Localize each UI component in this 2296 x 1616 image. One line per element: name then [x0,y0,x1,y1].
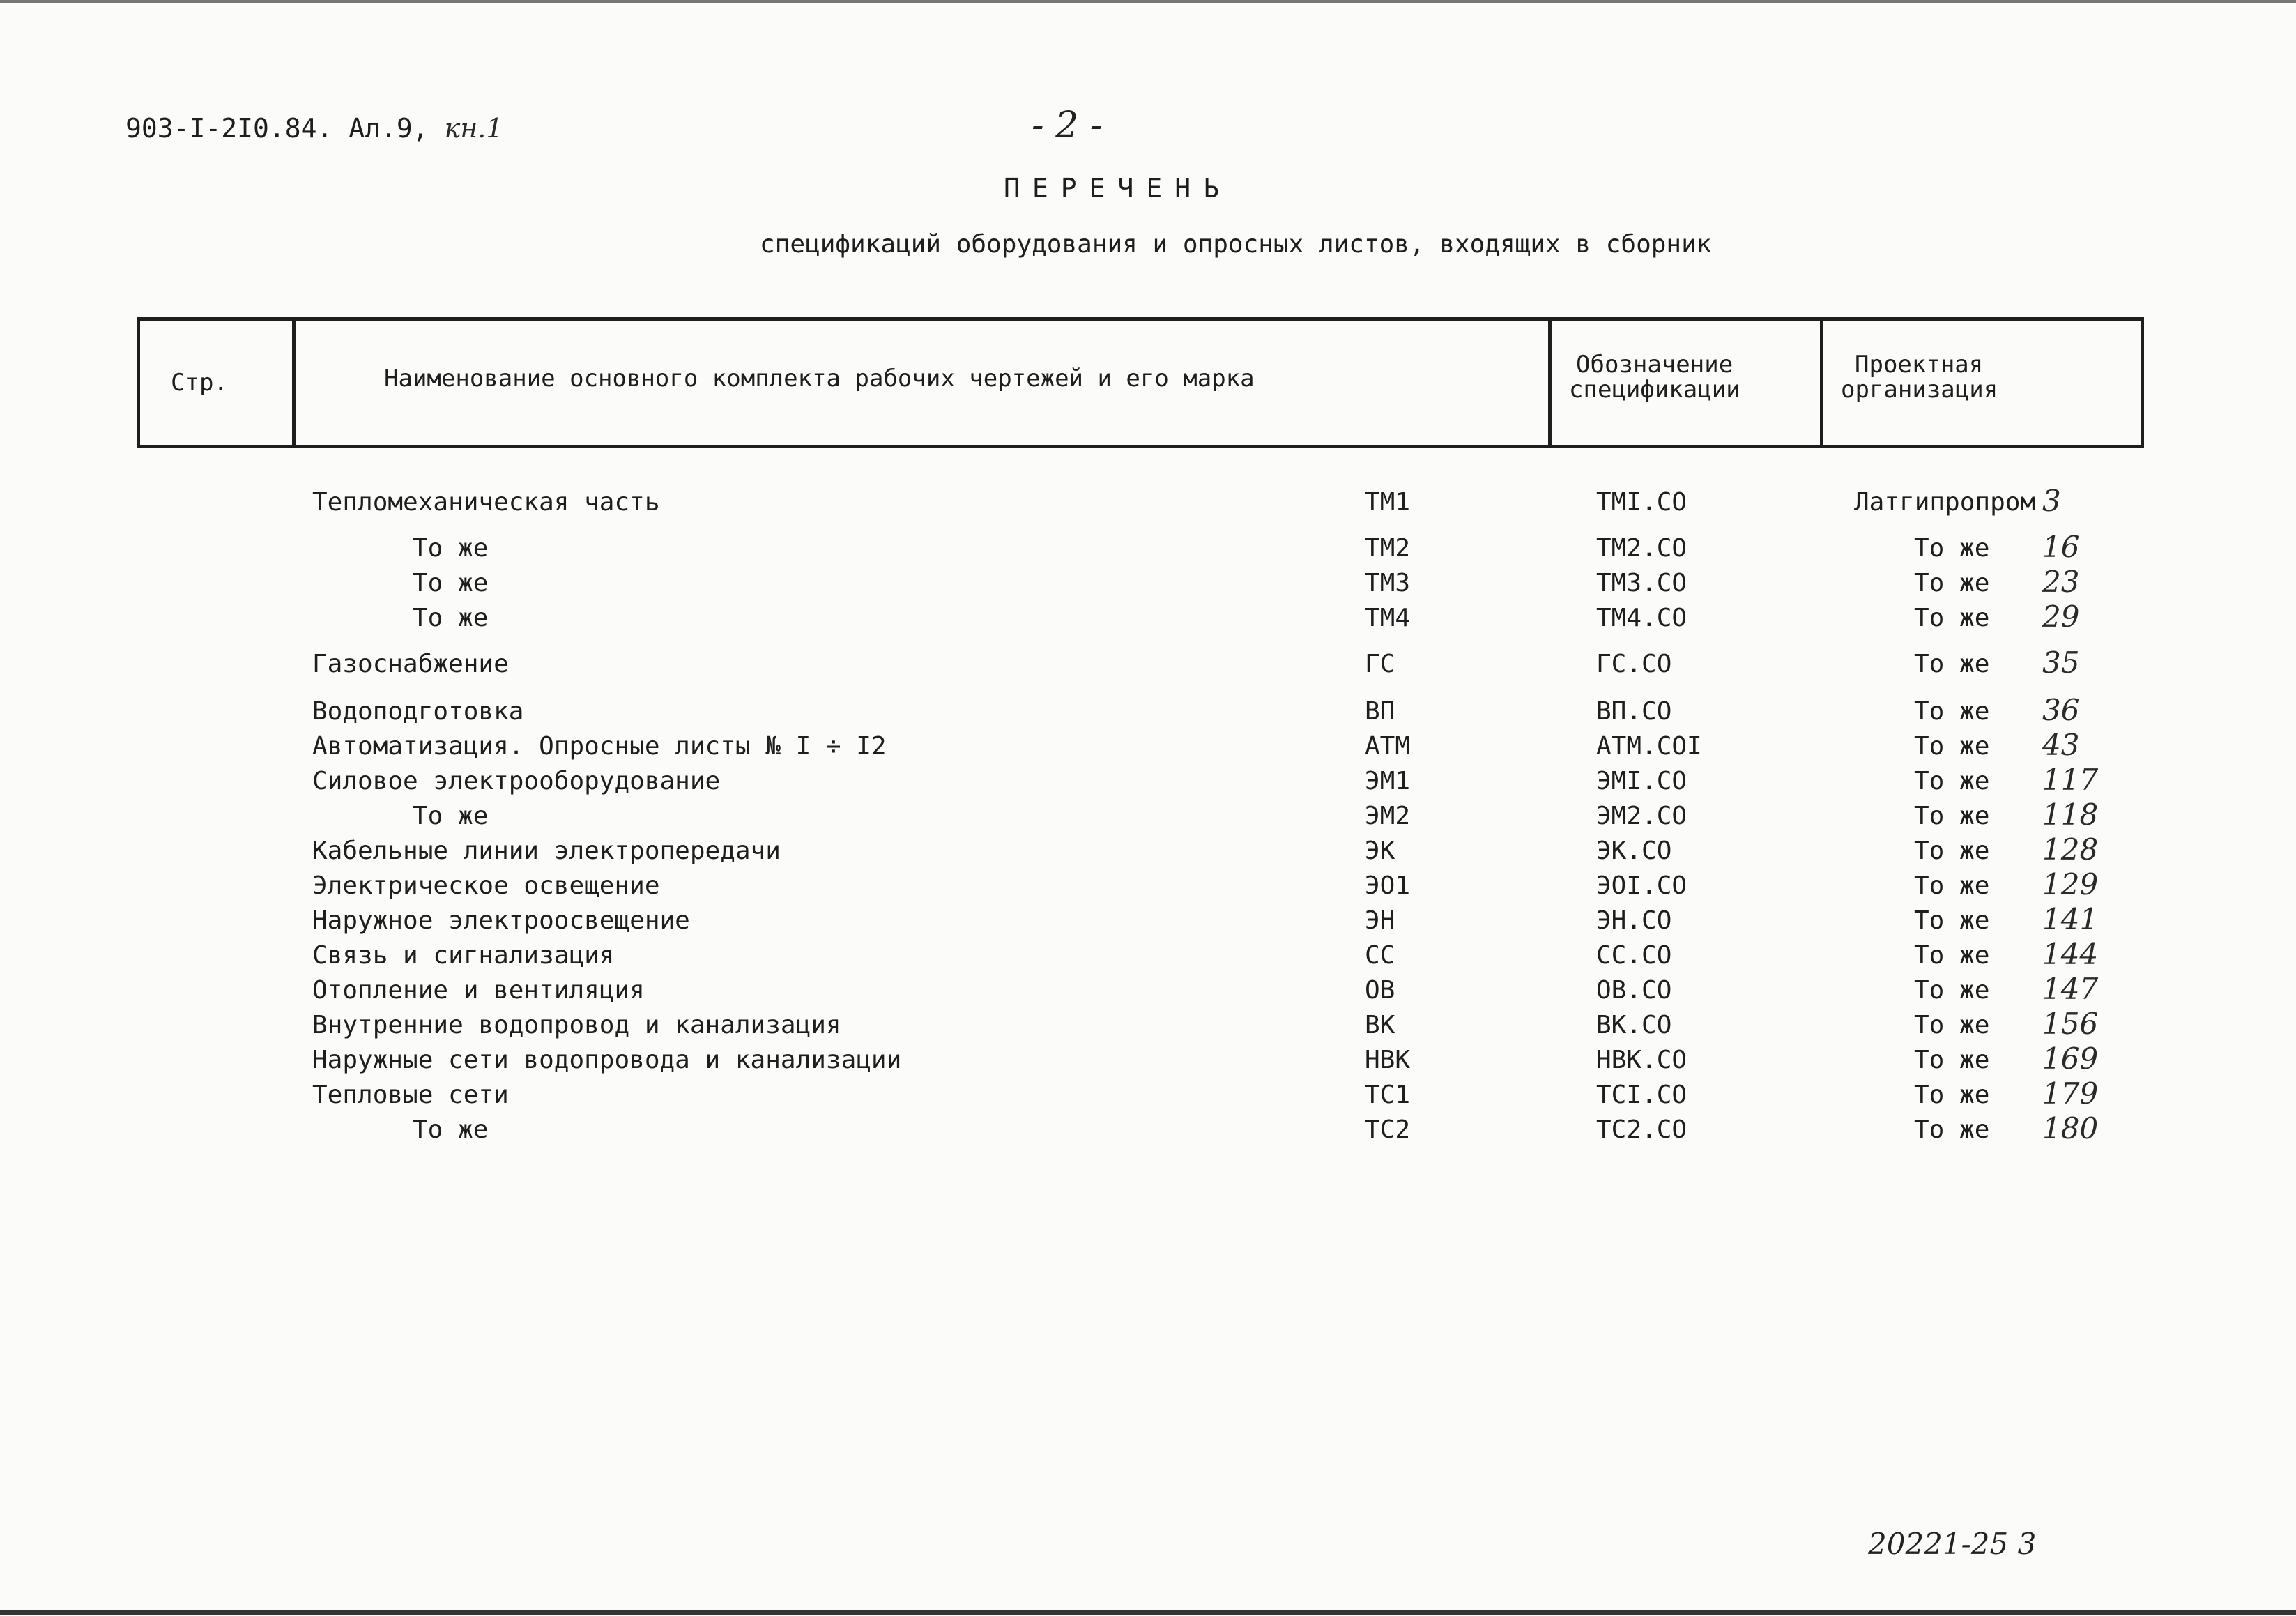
row-spec: ТС2.СО [1596,1115,1687,1144]
header-col-name: Наименование основного комплекта рабочих чертежей и его марка [384,365,1255,392]
row-name: Электрическое освещение [312,871,660,900]
row-name: То же [413,604,489,632]
row-org: То же [1914,871,1990,900]
row-org: То же [1914,604,1990,632]
row-org: То же [1914,732,1990,761]
row-page-ref: 23 [2042,565,2080,599]
row-mark: ВП [1365,697,1395,726]
row-mark: ЭО1 [1365,871,1411,900]
row-org: То же [1914,976,1990,1005]
row-page-ref: 35 [2042,646,2080,680]
row-mark: ВК [1365,1011,1395,1039]
row-org: То же [1914,1046,1990,1074]
row-name: Связь и сигнализация [312,941,615,970]
row-name: Силовое электрооборудование [312,767,721,795]
row-name: То же [413,802,489,830]
row-mark: ЭН [1365,906,1395,935]
row-name: То же [413,1115,489,1144]
row-mark: ТС2 [1365,1115,1411,1144]
row-page-ref: 144 [2042,937,2099,971]
row-mark: СС [1365,941,1395,970]
row-org: То же [1914,906,1990,935]
row-spec: АТМ.СОI [1596,732,1702,761]
row-name: Автоматизация. Опросные листы № I ÷ I2 [312,732,887,761]
row-page-ref: 16 [2042,530,2080,564]
row-page-ref: 43 [2042,728,2080,762]
header-col-org-1: Проектная [1855,351,1984,379]
header-col-spec-1: Обозначение [1576,351,1734,379]
row-page-ref: 29 [2042,600,2080,634]
row-name: Тепловые сети [312,1081,509,1109]
row-spec: СС.СО [1596,941,1672,970]
row-mark: ЭМ1 [1365,767,1411,795]
scan-bottom-edge [0,1610,2296,1615]
header-col-page: Стр. [171,369,228,397]
row-org: То же [1914,697,1990,726]
document-code-handwritten: кн.1 [444,113,503,144]
document-code-typed: 903-I-2I0.84. Ал.9, [125,113,429,144]
row-name: Тепломеханическая часть [312,488,660,517]
row-org: То же [1914,534,1990,563]
row-mark: ОВ [1365,976,1395,1005]
row-name: То же [413,534,489,563]
row-spec: ЭК.СО [1596,837,1672,865]
header-col-org-2: организация [1841,376,1998,404]
row-page-ref: 179 [2042,1076,2099,1111]
row-mark: ТМ4 [1365,604,1411,632]
scan-top-edge [0,0,2296,3]
row-mark: ЭМ2 [1365,802,1411,830]
row-page-ref: 156 [2042,1007,2099,1041]
page-title: ПЕРЕЧЕНЬ [1004,173,1232,204]
row-mark: ЭК [1365,837,1395,865]
row-spec: ЭМ2.СО [1596,802,1687,830]
page-subtitle: спецификаций оборудования и опросных листов, входящих в сборник [760,230,1712,259]
column-divider [1820,321,1823,445]
row-spec: ЭМI.СО [1596,767,1687,795]
row-page-ref: 180 [2042,1111,2099,1145]
row-org: То же [1914,1115,1990,1144]
row-name: Наружное электроосвещение [312,906,690,935]
row-mark: ТС1 [1365,1081,1411,1109]
row-spec: ВК.СО [1596,1011,1672,1039]
row-spec: ОВ.СО [1596,976,1672,1005]
row-page-ref: 36 [2042,693,2080,727]
row-page-ref: 129 [2042,867,2099,901]
row-spec: ЭН.СО [1596,906,1672,935]
document-code [125,113,503,144]
row-spec: ТМ3.СО [1596,569,1687,597]
row-mark: ТМ2 [1365,534,1411,563]
row-org: Латгипропром [1854,488,2036,517]
row-page-ref: 169 [2042,1042,2099,1076]
row-name: Газоснабжение [312,650,509,678]
row-page-ref: 3 [2042,484,2061,518]
row-name: Наружные сети водопровода и канализации [312,1046,902,1074]
row-name: То же [413,569,489,597]
row-spec: ТМI.СО [1596,488,1687,517]
row-mark: НВК [1365,1046,1411,1074]
row-name: Водоподготовка [312,697,524,726]
row-page-ref: 147 [2042,972,2099,1006]
row-spec: ТМ4.СО [1596,604,1687,632]
row-page-ref: 117 [2042,763,2099,797]
row-name: Отопление и вентиляция [312,976,645,1005]
row-spec: ТСI.СО [1596,1081,1687,1109]
row-mark: АТМ [1365,732,1411,761]
row-spec: ЭОI.СО [1596,871,1687,900]
row-org: То же [1914,802,1990,830]
row-page-ref: 141 [2042,902,2099,936]
row-page-ref: 118 [2042,798,2099,832]
row-org: То же [1914,650,1990,678]
footer-code: 20221-25 3 [1868,1527,2037,1561]
row-page-ref: 128 [2042,832,2099,867]
row-org: То же [1914,569,1990,597]
row-spec: ВП.СО [1596,697,1672,726]
row-spec: ГС.СО [1596,650,1672,678]
row-org: То же [1914,941,1990,970]
header-col-spec-2: спецификации [1569,376,1740,404]
row-spec: ТМ2.СО [1596,534,1687,563]
row-org: То же [1914,767,1990,795]
table-header [137,317,2144,448]
row-spec: НВК.СО [1596,1046,1687,1074]
row-org: То же [1914,837,1990,865]
row-org: То же [1914,1011,1990,1039]
row-name: Кабельные линии электропередачи [312,837,781,865]
column-divider [292,321,296,445]
row-org: То же [1914,1081,1990,1109]
row-mark: ТМ1 [1365,488,1411,517]
row-name: Внутренние водопровод и канализация [312,1011,841,1039]
column-divider [1548,321,1552,445]
page-number: - 2 - [1032,105,1103,146]
row-mark: ТМ3 [1365,569,1411,597]
row-mark: ГС [1365,650,1395,678]
